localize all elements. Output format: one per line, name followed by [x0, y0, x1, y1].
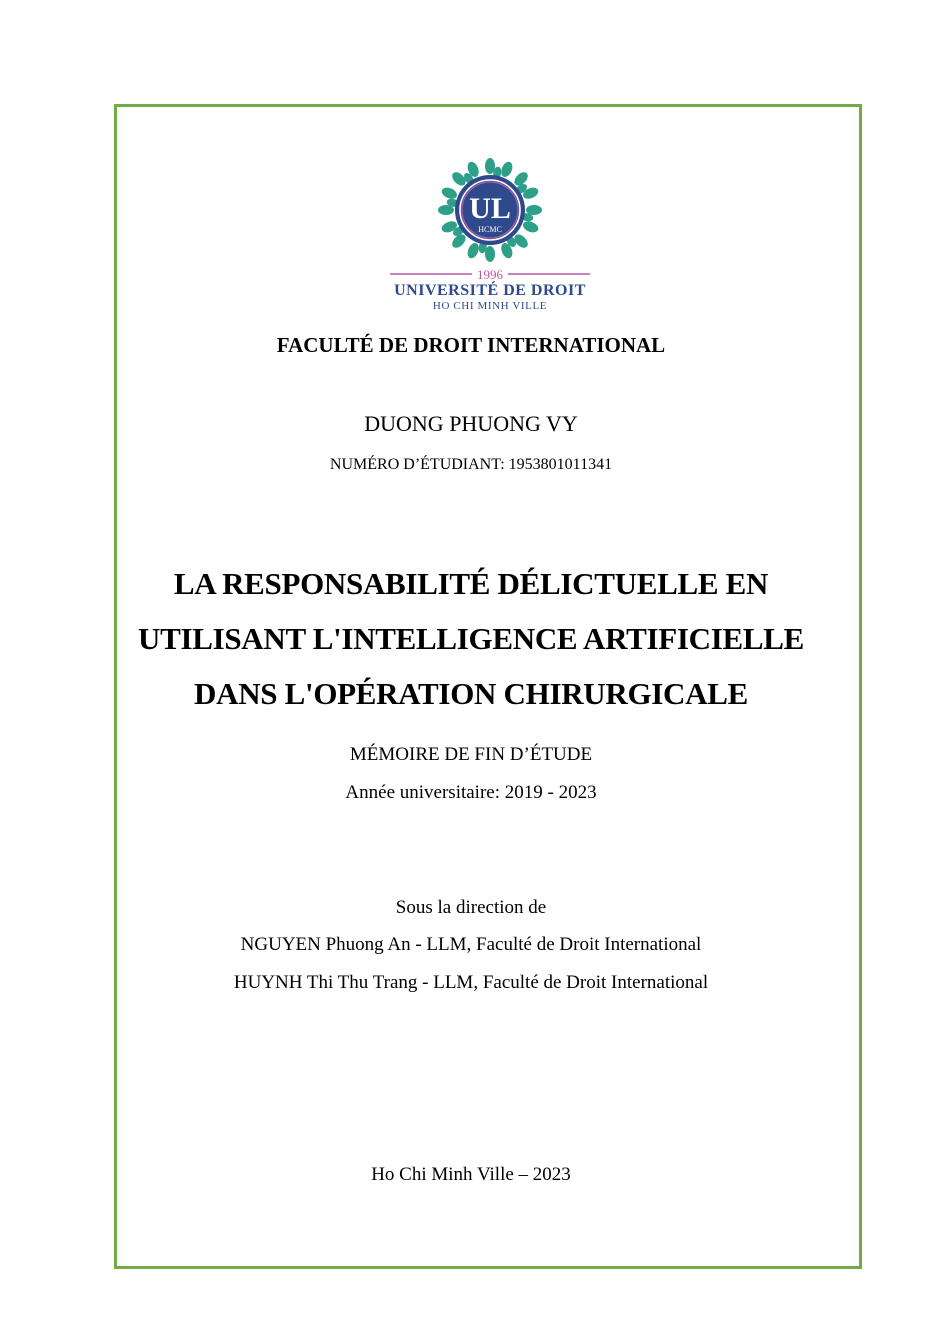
supervisor-1: NGUYEN Phuong An - LLM, Faculté de Droit International	[240, 934, 702, 955]
student-name: DUONG PHUONG VY	[364, 411, 578, 436]
svg-text:HCMC: HCMC	[478, 225, 502, 234]
faculty-name: FACULTÉ DE DROIT INTERNATIONAL	[276, 333, 666, 357]
supervisor-2: HUYNH Thi Thu Trang - LLM, Faculté de Droit International	[233, 972, 709, 993]
svg-text:HO CHI MINH VILLE: HO CHI MINH VILLE	[432, 300, 548, 312]
student-number: NUMÉRO D’ÉTUDIANT: 1953801011341	[329, 456, 613, 473]
place-and-date: Ho Chi Minh Ville – 2023	[371, 1164, 571, 1185]
university-logo	[380, 150, 600, 315]
thesis-title-line-3: DANS L'OPÉRATION CHIRURGICALE	[194, 676, 748, 711]
supervision-label: Sous la direction de	[395, 897, 547, 918]
svg-text:1996: 1996	[477, 267, 503, 282]
svg-text:UNIVERSITÉ DE DROIT: UNIVERSITÉ DE DROIT	[394, 282, 586, 299]
thesis-title-line-2: UTILISANT L'INTELLIGENCE ARTIFICIELLE	[137, 621, 805, 656]
svg-text:UL: UL	[469, 192, 511, 225]
thesis-title-line-1: LA RESPONSABILITÉ DÉLICTUELLE EN	[173, 566, 769, 601]
document-type: MÉMOIRE DE FIN D’ÉTUDE	[349, 744, 593, 765]
university-emblem-icon	[380, 150, 600, 315]
academic-year: Année universitaire: 2019 - 2023	[345, 782, 597, 803]
